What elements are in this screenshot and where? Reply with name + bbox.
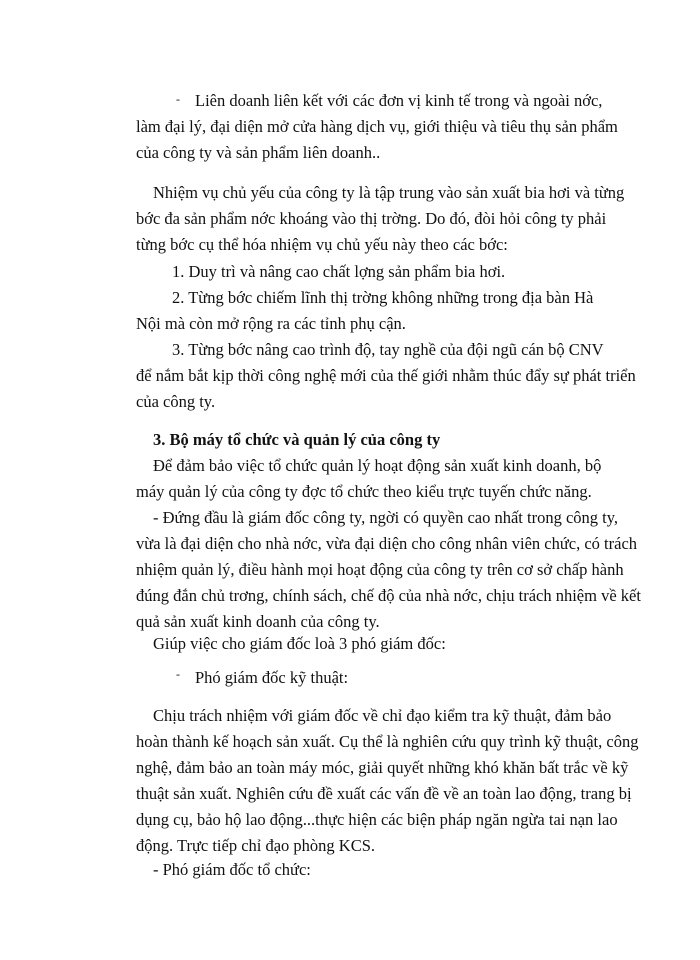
bullet-icon: - <box>176 92 180 106</box>
paragraph-line: Liên doanh liên kết với các đơn vị kinh tế trong và ngoài nớc, <box>195 91 603 110</box>
paragraph-line: Nội mà còn mở rộng ra các tỉnh phụ cận. <box>136 314 406 333</box>
paragraph-line: đúng đắn chủ trơng, chính sách, chế độ của nhà nớc, chịu trách nhiệm về kết <box>136 586 641 605</box>
paragraph-line: thuật sản xuất. Nghiên cứu đề xuất các vấn đề về an toàn lao động, trang bị <box>136 784 632 803</box>
numbered-item: 2. Từng bớc chiếm lĩnh thị trờng không những trong địa bàn Hà <box>172 288 594 307</box>
paragraph-line: từng bớc cụ thể hóa nhiệm vụ chủ yếu này theo các bớc: <box>136 235 508 254</box>
paragraph-line: của công ty. <box>136 392 216 411</box>
paragraph-line: hoàn thành kế hoạch sản xuất. Cụ thể là nghiên cứu quy trình kỹ thuật, công <box>136 732 639 751</box>
section-heading: 3. Bộ máy tổ chức và quản lý của công ty <box>153 430 441 449</box>
paragraph-line: bớc đa sản phẩm nớc khoáng vào thị trờng. Do đó, đòi hỏi công ty phải <box>136 209 607 228</box>
paragraph-line: - Phó giám đốc tổ chức: <box>153 860 311 879</box>
paragraph-line: nghệ, đảm bảo an toàn máy móc, giải quyết những khó khăn bất trắc về kỹ <box>136 758 629 777</box>
numbered-item: 3. Từng bớc nâng cao trình độ, tay nghề của đội ngũ cán bộ CNV <box>172 340 604 359</box>
paragraph-line: dụng cụ, bảo hộ lao động...thực hiện các biện pháp ngăn ngừa tai nạn lao <box>136 810 618 829</box>
paragraph-line: để nắm bắt kịp thời công nghệ mới của thế giới nhằm thúc đẩy sự phát triển <box>136 366 636 385</box>
paragraph-line: Phó giám đốc kỹ thuật: <box>195 668 349 687</box>
paragraph-line: quả sản xuất kinh doanh của công ty. <box>136 612 380 631</box>
paragraph-line: Để đảm bảo việc tổ chức quản lý hoạt động sản xuất kinh doanh, bộ <box>153 456 602 475</box>
paragraph-line: Chịu trách nhiệm với giám đốc về chỉ đạo kiểm tra kỹ thuật, đảm bảo <box>153 706 612 725</box>
paragraph-line: Nhiệm vụ chủ yếu của công ty là tập trung vào sản xuất bia hơi và từng <box>153 183 625 202</box>
paragraph-line: nhiệm quản lý, điều hành mọi hoạt động của công ty trên cơ sở chấp hành <box>136 560 624 579</box>
paragraph-line: động. Trực tiếp chỉ đạo phòng KCS. <box>136 836 376 855</box>
paragraph-line: Giúp việc cho giám đốc loà 3 phó giám đốc: <box>153 634 446 653</box>
paragraph-line: - Đứng đầu là giám đốc công ty, ngời có quyền cao nhất trong công ty, <box>153 508 619 527</box>
numbered-item: 1. Duy trì và nâng cao chất lợng sản phẩm bia hơi. <box>172 262 506 281</box>
bullet-icon: - <box>176 667 180 681</box>
paragraph-line: của công ty và sản phẩm liên doanh.. <box>136 143 381 162</box>
paragraph-line: vừa là đại diện cho nhà nớc, vừa đại diện cho công nhân viên chức, có trách <box>136 534 638 553</box>
paragraph-line: máy quản lý của công ty đợc tổ chức theo kiểu trực tuyến chức năng. <box>136 482 592 501</box>
paragraph-line: làm đại lý, đại diện mở cửa hàng dịch vụ, giới thiệu và tiêu thụ sản phẩm <box>136 117 618 136</box>
